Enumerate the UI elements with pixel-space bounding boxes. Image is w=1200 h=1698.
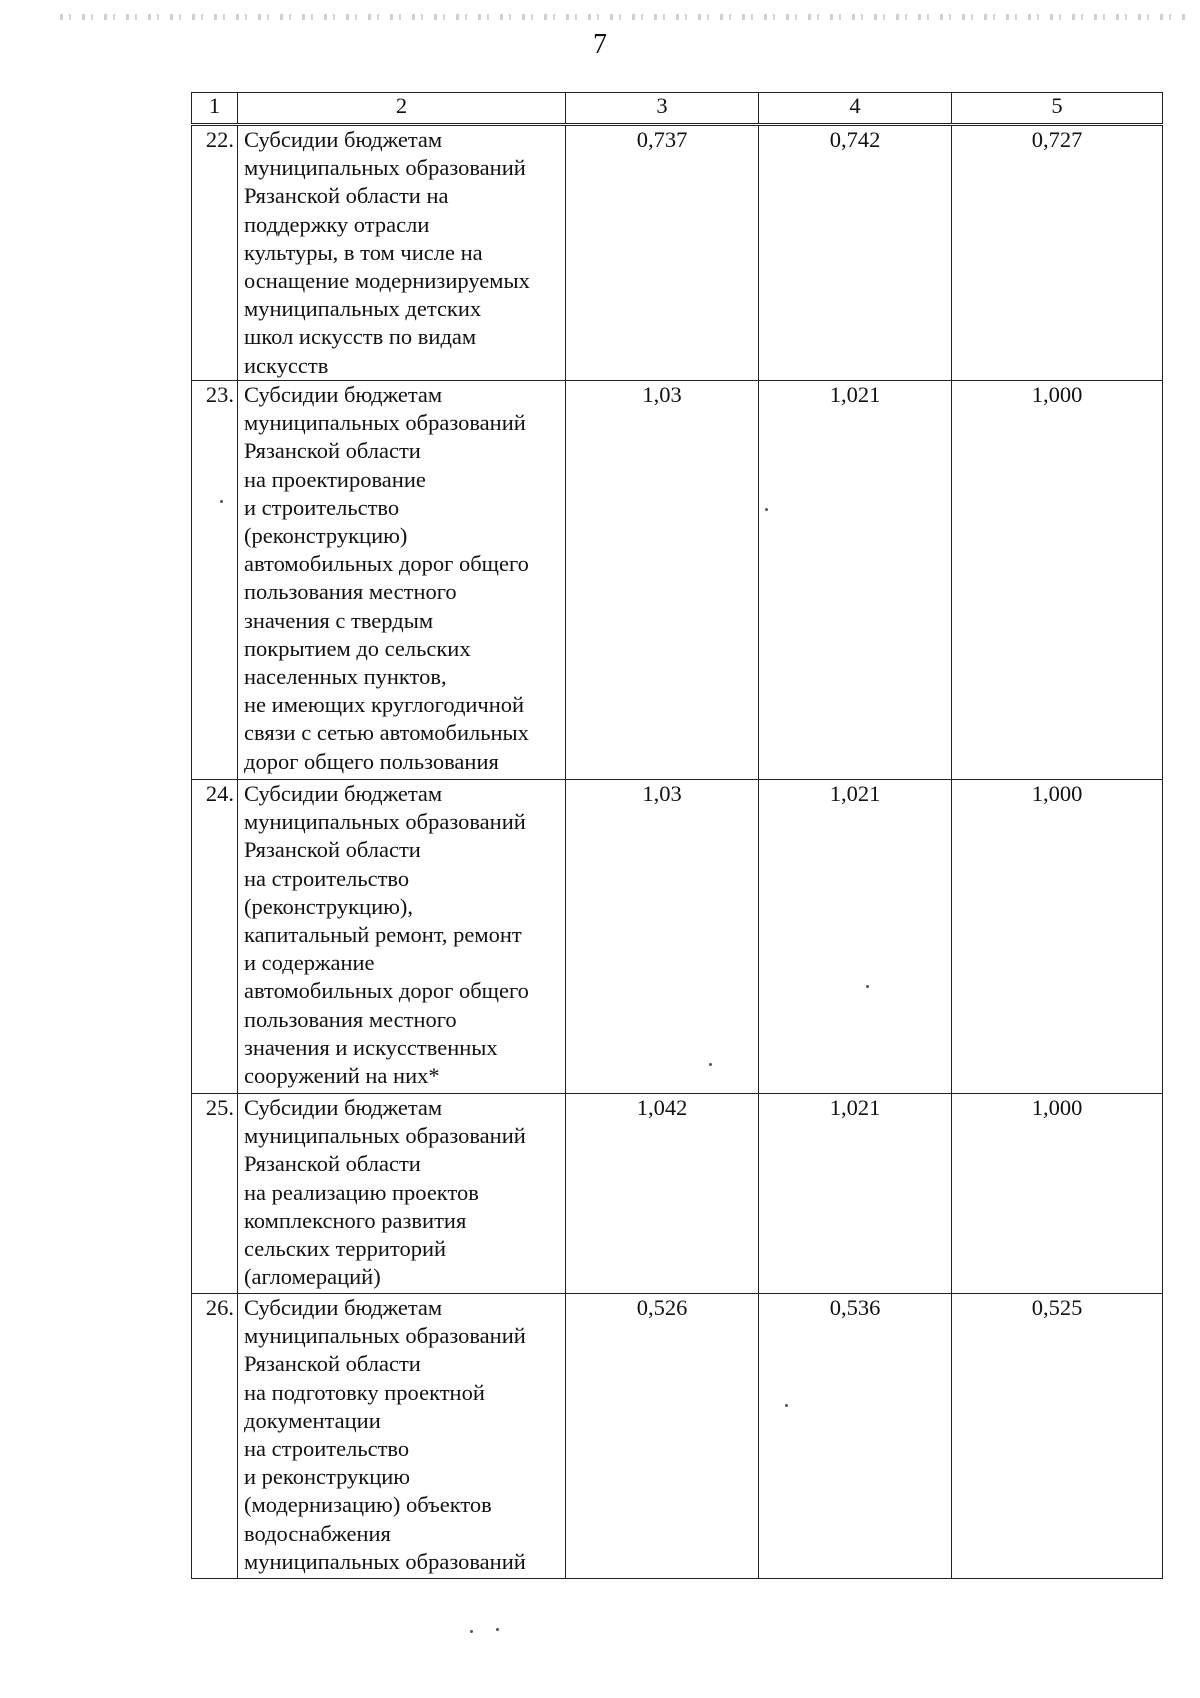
table-row <box>192 1094 1163 1294</box>
value-col-4: 0,742 <box>759 125 952 381</box>
subsidy-name: Субсидии бюджетам муниципальных образований Рязанской области на подготовку проектной документации на строительство и реконструкцию (модернизацию) объектов водоснабжения муниципальных образований <box>238 1294 566 1579</box>
table-row <box>192 1294 1163 1579</box>
value-col-4: 1,021 <box>759 780 952 1094</box>
column-header-5: 5 <box>952 93 1163 125</box>
scan-speck <box>470 1630 473 1633</box>
value-col-5: 1,000 <box>952 381 1163 780</box>
scan-speck <box>709 1063 712 1066</box>
scan-speck <box>785 1404 788 1407</box>
column-header-2: 2 <box>238 93 566 125</box>
column-header-3: 3 <box>566 93 759 125</box>
column-header-4: 4 <box>759 93 952 125</box>
row-number: 23. <box>192 381 238 780</box>
row-number: 22. <box>192 125 238 381</box>
subsidy-name: Субсидии бюджетам муниципальных образований Рязанской области на проектирование и строительство (реконструкцию) автомобильных дорог общего пользования местного значения с твердым покрытием до сельских населенных пунктов, не имеющих круглогодичной связи с сетью автомобильных дорог общего пользования <box>238 381 566 780</box>
table-row <box>192 780 1163 1094</box>
subsidy-name: Субсидии бюджетам муниципальных образований Рязанской области на поддержку отрасли культуры, в том числе на оснащение модернизируемых муниципальных детских школ искусств по видам искусств <box>238 125 566 381</box>
column-header-1: 1 <box>192 93 238 125</box>
row-number: 24. <box>192 780 238 1094</box>
subsidy-name: Субсидии бюджетам муниципальных образований Рязанской области на строительство (реконструкцию), капитальный ремонт, ремонт и содержание автомобильных дорог общего пользования местного значения и искусственных сооружений на них* <box>238 780 566 1094</box>
value-col-5: 1,000 <box>952 1094 1163 1294</box>
value-col-3: 1,042 <box>566 1094 759 1294</box>
value-col-3: 0,526 <box>566 1294 759 1579</box>
scan-artifact-line <box>60 14 1190 20</box>
value-col-3: 1,03 <box>566 780 759 1094</box>
row-number: 25. <box>192 1094 238 1294</box>
value-col-5: 0,727 <box>952 125 1163 381</box>
value-col-3: 0,737 <box>566 125 759 381</box>
value-col-5: 1,000 <box>952 780 1163 1094</box>
subsidy-name: Субсидии бюджетам муниципальных образований Рязанской области на реализацию проектов комплексного развития сельских территорий (агломераций) <box>238 1094 566 1294</box>
scan-speck <box>866 985 869 988</box>
value-col-4: 1,021 <box>759 1094 952 1294</box>
scan-speck <box>765 508 768 511</box>
page-number: 7 <box>593 29 607 60</box>
value-col-3: 1,03 <box>566 381 759 780</box>
value-col-4: 1,021 <box>759 381 952 780</box>
value-col-5: 0,525 <box>952 1294 1163 1579</box>
row-number: 26. <box>192 1294 238 1579</box>
table-row <box>192 125 1163 381</box>
value-col-4: 0,536 <box>759 1294 952 1579</box>
subsidy-coefficients-table <box>191 92 1163 1579</box>
table-row <box>192 381 1163 780</box>
scan-speck <box>220 500 223 503</box>
table-header-row <box>192 93 1163 125</box>
scan-speck <box>496 1628 499 1631</box>
